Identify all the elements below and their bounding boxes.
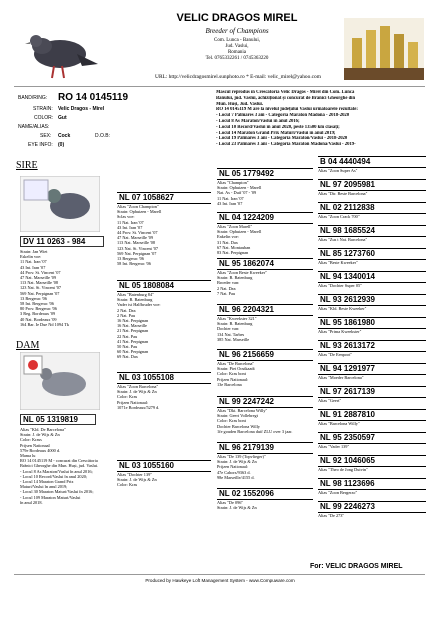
gen3-ring: NL 95 1862074 [217, 258, 313, 270]
produced-by: Produced by Hawkeye Loft Management System - www.Compuware.com [145, 578, 295, 583]
gen4-card: B 04 4440494 Alias "Zoon Super As" [318, 156, 426, 179]
address-line: Com. Lunca - Banului, [214, 38, 260, 43]
gen2-details: Alias "Dochter 139" Strain: J. de Wijs & Zn Color: Kras [117, 472, 157, 488]
gen4-card: NL 94 1340014 Alias "Dochter Super 05" [318, 271, 426, 294]
gen2-details: Alias "Zoon Barcelona" Strain: J. de Wijs & Zn Color: Kras Prijzen Nationaal: 1071e Bordeaux/5279 d. [117, 384, 160, 410]
dam-details: Alias "Kld. De Barcelona" Strain: J. de Wijs & Zn Color: Krass Prijsen Nationaal 579e Bordeaux 4000 d. Mama lu RO 14 0145119 M - concurat din Crescătoria Brânici Gheorghe din Mun. Huși, jud. Vaslui. - Locul 8 As Maraton/Vaslui în anul 2016; - Locul 10 Record/Vaslui în anul 2020; - Locul 14 Maraton Grand Prix Maturi/Vaslui în anul 2019; - Locul 30 Maraton Maturi/Vaslui în 2016; - Locul 109 Maraton Maturi/Vaslui în anul 2018. [20, 427, 99, 505]
sire-photo [20, 176, 100, 232]
gen4-card: NL 98 1123696 Alias "Zoon Bergerac" [318, 478, 426, 501]
name-label: NAME/ALIAS: [18, 124, 50, 130]
color-label: COLOR: [34, 115, 54, 121]
gen2-ring: NL 05 1808084 [117, 280, 211, 292]
gen2-ring: NL 03 1055108 [117, 372, 211, 384]
gen2-card [117, 460, 211, 488]
pigeon-photo [22, 24, 100, 80]
gen3-card: NL 99 2247242 Alias "Dkt. Barcelona Willy" Strain: Geert Vollebregt Color: Kras bont Dochter Barcelona Willy 1fe gouden Barcelona duif ZLU over 3 jaar. [217, 396, 313, 434]
sire-section-label: SIRE [16, 160, 38, 171]
dam-section-label: DAM [16, 340, 40, 351]
gen4-card: NL 95 1861980 Alias "Prima Kweekster" [318, 317, 426, 340]
gen3-ring: NL 04 1224209 [217, 212, 313, 224]
footer-divider [14, 574, 425, 575]
color-value: Gut [58, 115, 67, 121]
for-label: For: VELIC DRAGOS MIREL [310, 563, 403, 570]
gen4-card: NL 85 1273760 Alias "Beste Kweeker" [318, 248, 426, 271]
gen3-ring: NL 96 2204321 [217, 304, 313, 316]
gen2-card [117, 372, 211, 410]
gen3-ring: NL 99 2247242 [217, 396, 313, 408]
breeder-title: VELIC DRAGOS MIREL [176, 12, 298, 24]
gen3-ring: NL 96 2156659 [217, 349, 313, 361]
gen4-card: NL 92 1046065 Alias "Theo de Jong Duivin" [318, 455, 426, 478]
gen3-card: NL 96 2179139 Alias "De 139 (Topvlieger)" Strain: J. de Wijs & Zn Prijzen Nationaal: 47e Cahors/9363 d. 98e Marseille/4155 d. [217, 442, 313, 480]
band-value: RO 14 0145119 [58, 92, 129, 103]
dob-label: D.O.B: [95, 133, 111, 139]
gen3-card: NL 96 2156659 Alias "De Barcelona" Strain: Piet Oostkaadt Color: Kras bont Prijzen Nationaal: 13e Barcelona [217, 349, 313, 387]
gen2-card [117, 192, 211, 266]
eye-value: (0) [58, 142, 65, 148]
trophies-photo [344, 18, 424, 80]
gen4-card: NL 93 2613172 Alias "De Eenpoot" [318, 340, 426, 363]
eye-label: EYE INFO: [28, 142, 53, 148]
phone-line: Tel. 0765332261 / 0745363220 [205, 56, 269, 61]
gen4-card: NL 95 2350597 Alias "Vader 139" [318, 432, 426, 455]
gen2-ring: NL 07 1058627 [117, 192, 211, 204]
gen3-card: NL 02 1552096 Alias "De 096" Strain: J. de Wijs & Zn [217, 488, 313, 510]
gen4-card: NL 91 2887810 Alias "Barcelona Willy" [318, 409, 426, 432]
gen2-details: Alias "Batenburg 84" Strain: B. Batenburg Vader ist Halfbruder voe: 2 Nat. Dax 2 Nat. Pau 16 Nat. Perpignan 16 Nat. Marseille 21 Nat. Perpignan 22 Nat. Pau 41 Nat. Perpignan 50 Nat. Pau 60 Nat. Perpignan 69 Nat. Dax [117, 292, 161, 360]
dam-photo [20, 352, 100, 410]
gen3-ring: NL 96 2179139 [217, 442, 313, 454]
gen4-card: NL 99 2246273 Alias "De 273" [318, 501, 426, 524]
gen4-card: NL 94 1291977 Alias "Moeder Barcelona" [318, 363, 426, 386]
sire-ring: DV 11 0263 - 984 [20, 236, 104, 247]
gen2-ring: NL 03 1055160 [117, 460, 211, 472]
gen3-ring: NL 02 1552096 [217, 488, 313, 500]
gen4-card: NL 02 2112838 Alias "Zoon Crack 700" [318, 202, 426, 225]
sire-details: Strain: Jan Wiet Eskelin voe: 11 Nat. Iran '07 43 Int. Iran '07 44 Prov. St. Vincent '07 47 Nat. Marseille '09 113 Nat. Marseille '08 123 Nat. St. Vincent '07 569 Nat. Perpignan '07 13 Bergerac '06 58 Int. Bergerac '06 80 Prov. Bergerac '06 3 Reg. Bordeaux '09 40 Nat. Bordeaux '09 164 Bar. Ie Due Nd 1094 Tk [20, 249, 69, 327]
dam-ring: NL 05 1319819 [20, 414, 96, 425]
gen4-card: NL 97 2095981 Alias "Dtr. Beste Barcelona" [318, 179, 426, 202]
gen4-card: NL 98 1685524 Alias "Zus t Nat. Barcelona" [318, 225, 426, 248]
gen3-card: NL 05 1779492 Alias "Champion" Strain: Ophuizen - Marell Nat. As - Duif '07 - '09 11 Nat. Iran '07 43 Int. Iran '07 [217, 168, 313, 206]
breeder-subtitle: Breeder of Champions [205, 27, 269, 35]
pedigree-header [14, 10, 425, 87]
gen2-card [117, 280, 211, 360]
gen4-list [318, 156, 426, 524]
contact-url: URL: http://velicdragosmirel.sunphoto.ro * E-mail: velic_mirel@yahoo.com [155, 74, 321, 80]
gen3-ring: NL 05 1779492 [217, 168, 313, 180]
address-line: Romania [227, 50, 247, 55]
sex-label: SEX: [40, 133, 52, 139]
band-label: BAND/RING: [18, 95, 48, 101]
gen3-card: NL 95 1862074 Alias "Zoon Beste Kweeker" Strain: B. Batenburg Broeder van: 2 Nat. Dax 7 Nat. Pau [217, 258, 313, 296]
gen3-card: NL 96 2204321 Alias "Kweekster 321" Strain: B. Batenburg Dochter van: 134 Nat. Tarbes 385 Nat. Marseille [217, 304, 313, 342]
gen3-card: NL 04 1224209 Alias "Zoon Marell" Strain: Ophuizen - Marell Enkelin voe: 31 Nat. Dax 67 Nat. Montauban 83 Nat. Perpignan [217, 212, 313, 255]
description-text: Mascul reprodus în Crescătoria Velic Dragos - Mirel din Com. Lunca Banului, jud. Vaslui, achiziționat și concurat de Brânici Gheorghe din Mun. Huși, Jud. Vaslui. RO 14 0145119 M are la nivelul județului Vaslui următoarele rezultate: - Locul 7 Palmares 3 ani - Categoria Maraton Madona - 2018-2020 - Locul 8 As Maraton/Vaslui în anul 2016; - Locul 10 Record/Vaslui în anul 2020, peste 13500 km clasați; - Locul 14 Maraton Grand Prix Maturi/Vaslui în anul 2019; - Locul 19 Palmares 3 ani - Categoria Maraton/Vaslui - 2018-2020 - Locul 23 Palmares 3 ani - Categoria Maraton Madona/Vaslui - 2019- [216, 90, 358, 148]
strain-label: STRAIN: [33, 106, 53, 112]
gen4-card: NL 93 2612939 Alias "Kld. Beste Kweeker" [318, 294, 426, 317]
gen4-card: NL 97 2617139 Alias "Geert" [318, 386, 426, 409]
strain-value: Velic Dragos - Mirel [58, 106, 105, 112]
sex-value: Cock [58, 133, 71, 139]
address-line: Jud. Vaslui, [225, 44, 249, 49]
gen2-details: Alias "Zoon Champion" Strain: Ophuizen - Marell Sclas voe: 11 Nat. Iran '07 43 Int. Iran '07 44 Prov. St. Vincent '07 47 Nat. Marseille '09 113 Nat. Marseille '08 123 Nat. St. Vincent '07 569 Nat. Perpignan '07 13 Bergerac '06 58 Int. Bergerac '06 [117, 204, 162, 267]
